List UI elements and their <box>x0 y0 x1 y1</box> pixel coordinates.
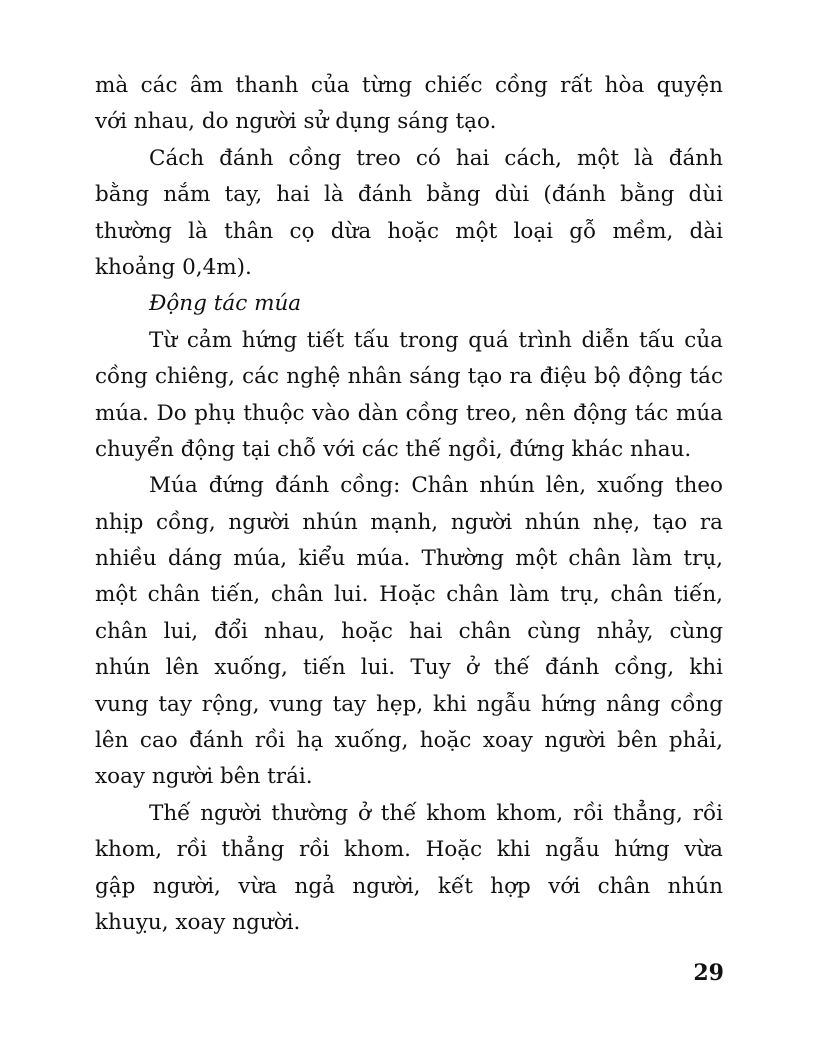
paragraph-3 <box>95 323 723 469</box>
paragraph-1 <box>95 68 723 141</box>
text-line: Múa đứng đánh cồng: Chân nhún lên, xuống theo <box>149 473 723 499</box>
text-line: khom, rồi thẳng rồi khom. Hoặc khi ngẫu hứng vừa <box>95 837 723 863</box>
text-line: Thế người thường ở thế khom khom, rồi thẳng, rồi <box>149 800 723 826</box>
paragraph-5 <box>95 796 723 942</box>
text-line: xoay người bên trái. <box>95 764 313 790</box>
text-line: Từ cảm hứng tiết tấu trong quá trình diễn tấu của <box>149 327 723 353</box>
text-line: khoảng 0,4m). <box>95 254 252 280</box>
section-heading: Động tác múa <box>149 291 302 317</box>
text-line: thường là thân cọ dừa hoặc một loại gỗ mềm, dài <box>95 218 723 244</box>
paragraph-4 <box>95 468 723 796</box>
page-body <box>95 68 723 941</box>
text-line: một chân tiến, chân lui. Hoặc chân làm trụ, chân tiến, <box>95 582 723 608</box>
text-line: nhiều dáng múa, kiểu múa. Thường một chân làm trụ, <box>95 546 723 572</box>
text-line: chuyển động tại chỗ với các thế ngồi, đứng khác nhau. <box>95 436 692 462</box>
text-line: vung tay rộng, vung tay hẹp, khi ngẫu hứng nâng cồng <box>95 691 723 717</box>
paragraph-2 <box>95 141 723 287</box>
text-line: Cách đánh cồng treo có hai cách, một là đánh <box>149 145 723 171</box>
text-line: với nhau, do người sử dụng sáng tạo. <box>95 109 497 135</box>
text-line: múa. Do phụ thuộc vào dàn cồng treo, nên động tác múa <box>95 400 723 426</box>
text-line: khuỵu, xoay người. <box>95 909 301 935</box>
text-line: cồng chiêng, các nghệ nhân sáng tạo ra điệu bộ động tác <box>95 364 723 390</box>
text-line: gập người, vừa ngả người, kết hợp với chân nhún <box>95 873 723 899</box>
page-number: 29 <box>693 960 724 986</box>
text-line: mà các âm thanh của từng chiếc cồng rất hòa quyện <box>95 73 723 98</box>
text-line: nhún lên xuống, tiến lui. Tuy ở thế đánh cồng, khi <box>95 655 723 681</box>
text-line: lên cao đánh rồi hạ xuống, hoặc xoay người bên phải, <box>95 728 723 754</box>
text-line: nhịp cồng, người nhún mạnh, người nhún nhẹ, tạo ra <box>95 509 723 535</box>
text-line: chân lui, đổi nhau, hoặc hai chân cùng nhảy, cùng <box>95 618 723 644</box>
text-line: bằng nắm tay, hai là đánh bằng dùi (đánh bằng dùi <box>95 182 723 208</box>
